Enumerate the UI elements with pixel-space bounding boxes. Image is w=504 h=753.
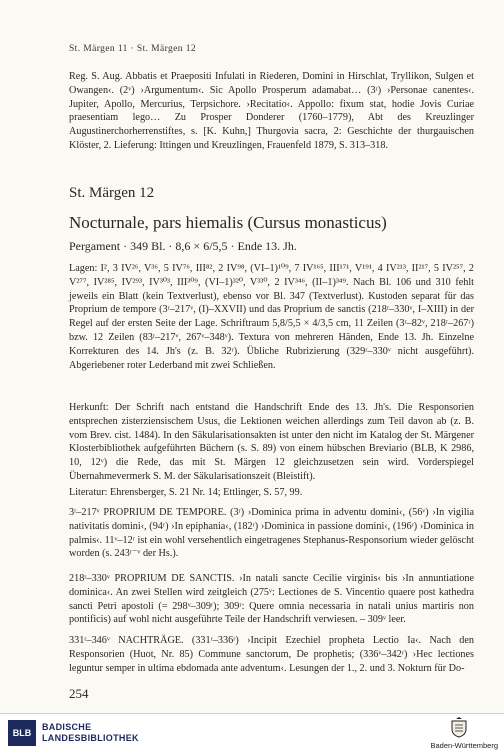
- paragraph-text: Herkunft: Der Schrift nach entstand die Handschrift Ende des 13. Jh's. Die Responsorien entsprechen zisterziensischem Usus, die Lektionen weichen allerdings zum Teil davon ab (z. B. vom Brev. cist. 1484). In den Säkularisationsakten ist unter den nicht im Katalog der St. Märgener Klosterbibliothek aufgeführten Büchern (s. S. 89) von einem hübschen Breviario (BLB, K 2986, 10, 12ᵛ) die Rede, das mit St. Märgen 12 gleichzusetzen sein wird. Vorderspiegel Übernahmevermerk S. M. der Säkularisationszeit (Bleistift).: [69, 402, 474, 482]
- intro-text: Reg. S. Aug. Abbatis et Praepositi Infulati in Riederen, Domini in Hirschlat, Tryllikon, Sulgen et Owangen‹. (2ᵛ) ›Argumentum‹. Sic Apollo Prosperum adamabat… (3ʳ) ›Personae canentes‹. Jupiter, Apollo, Mercurius, Terpsichore. ›Recitatio‹. Appollo: fixum stat, hodie Jovis Curiae praesentiam lego… Zu Prosper Donderer (1760–1779), Abt des Kreuzlinger Augustinerchorherrenstiftes, s. [K. Kuhn,] Thurgovia sacra, 2: Geschichte der thurgauischen Klöster, 2. Lieferung: Ittingen und Kreuzlingen, Frauenfeld 1879, S. 313–318.: [69, 71, 474, 151]
- running-head: St. Märgen 11 · St. Märgen 12: [69, 44, 197, 54]
- paragraph-text: 3ʳ–217ᵛ PROPRIUM DE TEMPORE. (3ʳ) ›Dominica prima in adventu domini‹, (56ᵛ) ›In vigilia nativitatis domini‹, (94ʳ) ›In epiphania‹, (182ʳ) ›Dominica in passione domini‹, (196ʳ) ›Dominica in palmis‹. 11ᵛ–12ʳ ist ein wohl versehentlich eingetragenes Stephanus-Responsorium wieder gelöscht worden (s. 243ʳ⁻ᵛ der Hs.).: [69, 507, 474, 560]
- herkunft-paragraph: [69, 401, 474, 484]
- section-heading: St. Märgen 12: [69, 185, 155, 201]
- library-name-line1: BADISCHE: [42, 722, 92, 732]
- state-label: Baden-Württemberg: [430, 741, 498, 750]
- blb-logo-icon[interactable]: BLB: [8, 720, 36, 746]
- proprium-sanctis-paragraph: [69, 572, 474, 627]
- manuscript-title: Nocturnale, pars hiemalis (Cursus monasticus): [69, 213, 387, 232]
- paragraph-text: Lagen: I², 3 IV²⁶, V³⁶, 5 IV⁷⁶, III⁸², 2 IV⁹⁸, (VI–1)¹⁰⁹, 7 IV¹⁶⁵, III¹⁷¹, V¹⁹¹, 4 IV²¹³, II²¹⁷, 5 IV²⁵⁷, 2 V²⁷⁷, IV²⁸⁵, IV²⁹³, IV³⁰³, III³⁰⁹, (VI–1)³²⁰, V³³⁰, 2 IV³⁴⁶, (II–1)³⁴⁹. Nach Bl. 106 und 310 fehlt jeweils ein Blatt (kein Textverlust), ebenso vor Bl. 347 (Textverlust). Kustoden separat für das Proprium de tempore (3ʳ–217ᵛ, (I)–XXVII) und das Proprium de sanctis (218ʳ–330ᵛ, I–XIII) in der Regel auf der ersten Seite der Lage. Schriftraum 5,8/5,5 × 4/3,5 cm, 11 Zeilen (3ʳ–82ᵛ, 218ʳ–267ʳ) bzw. 12 Zeilen (83ʳ–217ᵛ, 267ᵛ–348ᵛ). Textura von mehreren Händen, Ende 13. Jh. Einzelne Korrekturen des 14. Jh's (z. B. 32ʳ). Übliche Rubrizierung (329ʳ–330ᵛ nicht ausgeführt). Abgeriebener roter Lederband mit zwei Schließen.: [69, 263, 474, 371]
- paragraph-text: 218ʳ–330ᵛ PROPRIUM DE SANCTIS. ›In natali sancte Cecilie virginis‹ bis ›In annuntiatione dominica‹. An zwei Stellen wird zeitgleich (275ᵛ: Lectiones de S. Vincentio quaere post kathedra sancti Petri apostoli (= 298ᵛ–309ʳ); 309ʳ: Quere omnia necessaria in natali unius martiris non pontificis) auf wohl nicht ausgeführte Teile der Handschrift verwiesen. – 309ᵛ leer.: [69, 573, 474, 626]
- manuscript-meta: Pergament · 349 Bl. · 8,6 × 6/5,5 · Ende 13. Jh.: [69, 239, 297, 253]
- proprium-tempore-paragraph: [69, 506, 474, 561]
- library-footer: [0, 714, 504, 753]
- intro-paragraph: [69, 70, 474, 153]
- literatur-paragraph: [69, 486, 474, 500]
- paragraph-text: 331ʳ–346ᵛ NACHTRÄGE. (331ʳ–336ʳ) ›Incipit Ezechiel propheta Lectio Ia‹. Nach den Responsorien (Huot, Nr. 85) Commune sanctorum, De prophetis; (336ᵛ–342ʳ) ›Hec lectiones leguntur semper in ultima ebdomada ante adventum‹. Lesungen der 1., 2. und 3. Nokturn für Do-: [69, 635, 474, 674]
- nachtraege-paragraph: [69, 634, 474, 675]
- lagen-paragraph: [69, 262, 474, 372]
- page-number: 254: [69, 686, 89, 701]
- paragraph-text: Literatur: Ehrensberger, S. 21 Nr. 14; Ettlinger, S. 57, 99.: [69, 487, 303, 498]
- coat-of-arms-icon: [448, 717, 470, 739]
- library-name[interactable]: [42, 722, 139, 744]
- library-name-line2: LANDESBIBLIOTHEK: [42, 733, 139, 743]
